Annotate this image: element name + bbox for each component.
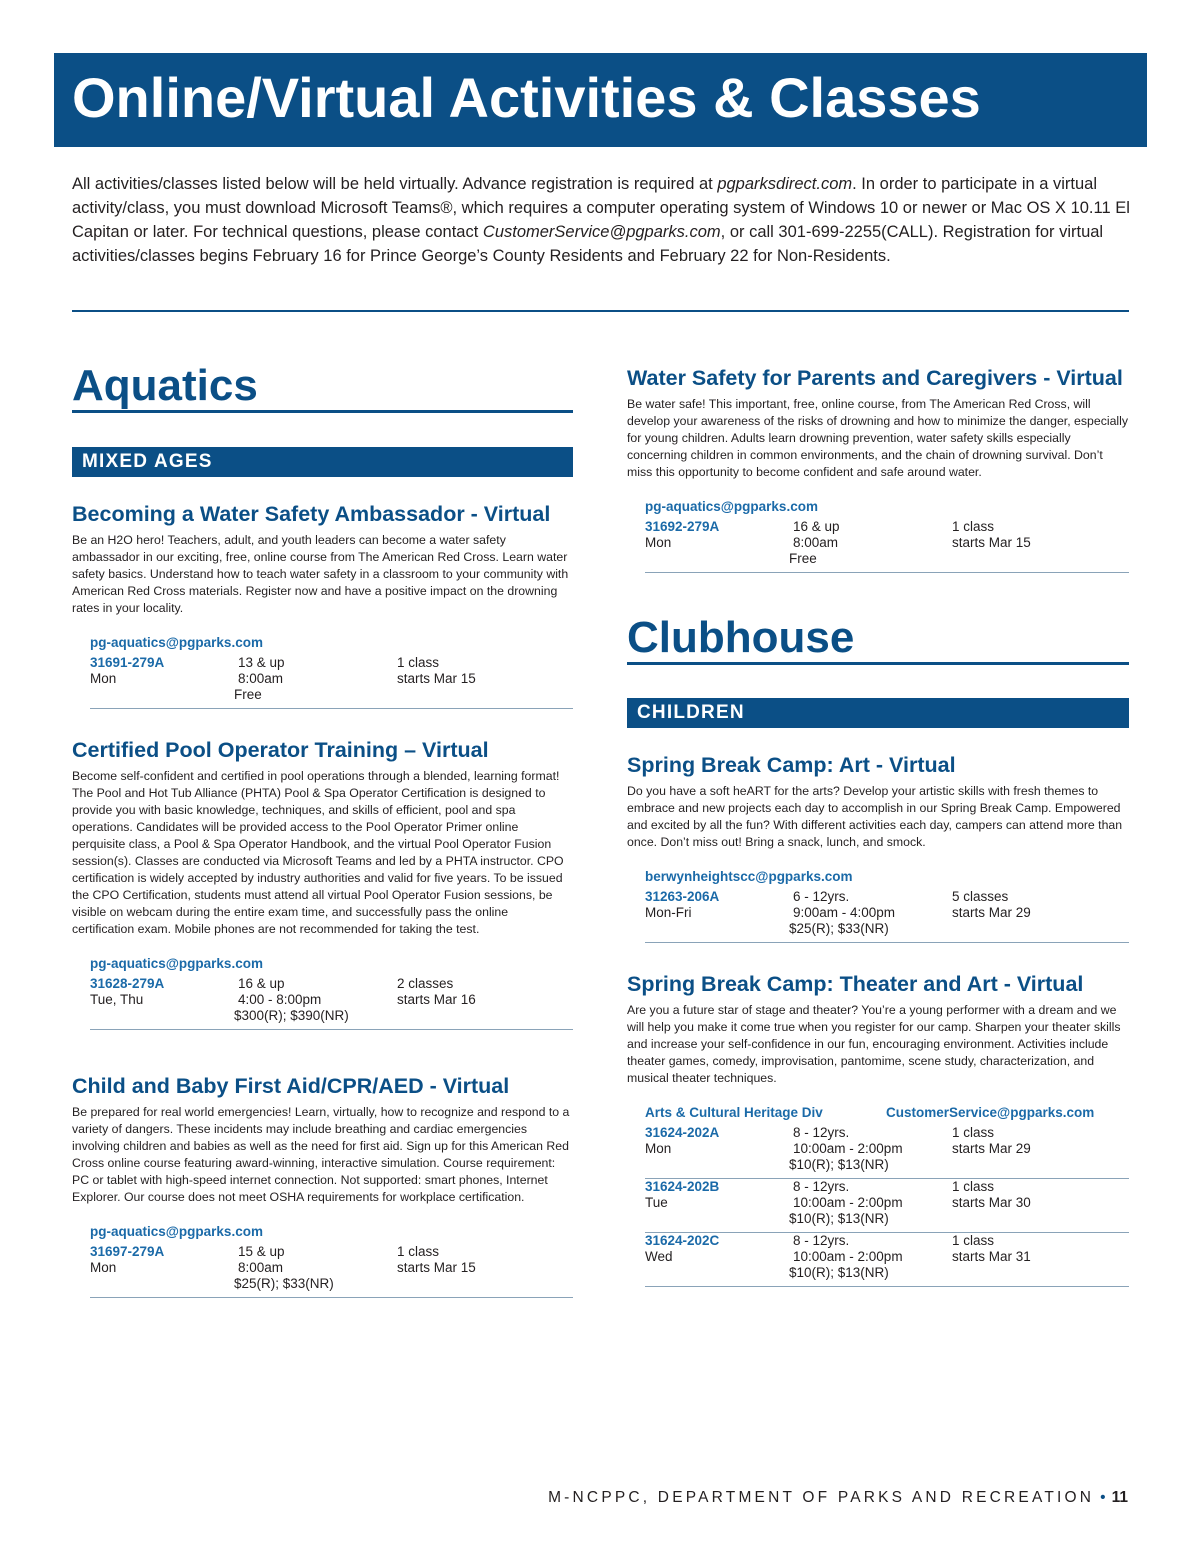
intro-text-3: , or call 301-699-2255(CALL). Registration for virtual activities/classes begins February 16 for Prince George’s County Residents and February 22 for Non-Residents.	[72, 223, 1104, 265]
age-range: 13 & up	[238, 655, 285, 670]
fee: $10(R); $13(NR)	[789, 1265, 889, 1280]
activity-code: 31692-279A	[645, 519, 720, 534]
contact-email[interactable]: pg-aquatics@pgparks.com	[90, 635, 263, 650]
class-count: 1 class	[397, 1244, 440, 1259]
activity-description: Be water safe! This important, free, online course, from The American Red Cross, will develop your awareness of the risks of drowning and how to minimize the danger, especially for young children. Adults learn drowning prevention, water safety skills especially concerning children in common environments, and the chain of drowning survival. Don’t miss this opportunity to become confident and safe around water.	[627, 397, 1129, 479]
page-number: 11	[1111, 1489, 1128, 1506]
meeting-day: Wed	[645, 1249, 673, 1264]
age-range: 6 - 12yrs.	[793, 889, 850, 904]
class-offering-row[interactable]	[90, 655, 573, 709]
intro-text-1: All activities/classes listed below will be held virtually. Advance registration is required at	[72, 175, 718, 193]
class-count: 5 classes	[952, 889, 1009, 904]
age-range: 16 & up	[793, 519, 840, 534]
activity-certified-pool-operator	[72, 737, 573, 1030]
age-range: 16 & up	[238, 976, 285, 991]
fee: $10(R); $13(NR)	[789, 1211, 889, 1226]
age-group-children: CHILDREN	[627, 698, 1129, 728]
start-date: starts Mar 31	[952, 1249, 1031, 1264]
meeting-day: Mon	[90, 671, 117, 686]
fee: Free	[234, 687, 262, 702]
activity-description: Do you have a soft heART for the arts? Develop your artistic skills with fresh themes to embrace and new projects each day to accomplish in our Spring Break Camp. Empowered and excited by all the fun? With different activities each day, campers can attend more than once. Don’t miss out! Bring a snack, lunch, and smock.	[627, 784, 1123, 849]
activity-spring-break-art	[627, 752, 1129, 943]
division-name: Arts & Cultural Heritage Div	[645, 1105, 823, 1120]
activity-title: Water Safety for Parents and Caregivers - Virtual	[627, 366, 1123, 390]
contact-email[interactable]: berwynheightscc@pgparks.com	[645, 869, 853, 884]
meeting-day: Tue, Thu	[90, 992, 144, 1007]
contact-email[interactable]: pg-aquatics@pgparks.com	[90, 1224, 263, 1239]
section-title-clubhouse: Clubhouse	[627, 614, 1129, 665]
contact-email[interactable]: CustomerService@pgparks.com	[886, 1105, 1095, 1120]
activity-title: Spring Break Camp: Theater and Art - Virtual	[627, 972, 1084, 996]
class-offering-row[interactable]	[645, 519, 1129, 573]
activity-description: Become self-confident and certified in pool operations through a blended, learning format! The Pool and Hot Tub Alliance (PHTA) Pool & Spa Operator Certification is designed to provide you with basic knowledge, techniques, and skills of efficient, pool and spa operations. Candidates will be provided access to the Pool Operator Primer online perquisite class, a Pool & Spa Operator Handbook, and the virtual Pool Operator Fusion session(s). Classes are conducted via Microsoft Teams and led by a PHTA instructor. CPO certification is widely accepted by industry authorities and valid for five years. To be issued the CPO Certification, students must attend all virtual Pool Operator Fusion sessions, be visible on webcam during the entire exam time, and successfully pass the online certification exam. Mobile phones are not recommended for taking the test.	[72, 769, 564, 936]
class-offering-row[interactable]	[90, 1244, 573, 1298]
age-range: 8 - 12yrs.	[793, 1233, 850, 1248]
class-count: 1 class	[952, 519, 995, 534]
fee: Free	[789, 551, 817, 566]
fee: $10(R); $13(NR)	[789, 1157, 889, 1172]
activity-code: 31628-279A	[90, 976, 165, 991]
class-offering-row[interactable]	[645, 1233, 1129, 1287]
meeting-time: 8:00am	[793, 535, 839, 550]
activity-code: 31697-279A	[90, 1244, 165, 1259]
activity-description: Are you a future star of stage and theater? You’re a young performer with a dream and we will help you make it come true when you register for our camp. Sharpen your theater skills and increase your self-confidence in our fun, encouraging environment. Activities include theater games, comedy, improvisation, pantomime, scene study, characterization, and musical theater techniques.	[627, 1003, 1121, 1085]
start-date: starts Mar 16	[397, 992, 476, 1007]
class-offering-row[interactable]	[645, 889, 1129, 943]
intro-text-2: . In order to participate in a virtual activity/class, you must download Microsoft Teams®, which requires a computer operating system of Windows 10 or newer or Mac OS X 10.11 El Capitan or later. For technical questions, please contact	[72, 175, 1130, 241]
activity-title: Certified Pool Operator Training – Virtual	[72, 738, 489, 762]
meeting-day: Tue	[645, 1195, 668, 1210]
meeting-time: 8:00am	[238, 1260, 284, 1275]
activity-water-safety-parents	[627, 365, 1129, 573]
activity-code: 31624-202A	[645, 1125, 720, 1140]
start-date: starts Mar 29	[952, 1141, 1031, 1156]
class-count: 1 class	[952, 1125, 995, 1140]
meeting-day: Mon	[645, 535, 672, 550]
intro-divider	[72, 310, 1129, 312]
class-count: 1 class	[952, 1179, 995, 1194]
age-range: 15 & up	[238, 1244, 285, 1259]
class-count: 1 class	[397, 655, 440, 670]
meeting-day: Mon-Fri	[645, 905, 692, 920]
activity-code: 31263-206A	[645, 889, 720, 904]
class-count: 1 class	[952, 1233, 995, 1248]
meeting-time: 8:00am	[238, 671, 284, 686]
meeting-day: Mon	[645, 1141, 672, 1156]
contact-email[interactable]: pg-aquatics@pgparks.com	[645, 499, 818, 514]
class-offering-row[interactable]	[645, 1125, 1129, 1179]
contact-division	[645, 1105, 1129, 1125]
activity-child-baby-first-aid	[72, 1073, 573, 1298]
fee: $25(R); $33(NR)	[234, 1276, 334, 1291]
class-count: 2 classes	[397, 976, 454, 991]
activity-code: 31624-202C	[645, 1233, 720, 1248]
support-email-link[interactable]: CustomerService@pgparks.com	[482, 223, 721, 241]
start-date: starts Mar 30	[952, 1195, 1031, 1210]
start-date: starts Mar 29	[952, 905, 1031, 920]
start-date: starts Mar 15	[397, 671, 476, 686]
activity-spring-break-theater-art	[627, 971, 1129, 1287]
activity-description: Be an H2O hero! Teachers, adult, and youth leaders can become a water safety ambassador in our exciting, free, online course from The American Red Cross. Learn water safety basics. Understand how to teach water safety in a classroom to your community with American Red Cross materials. Register now and have a positive impact on the drowning rates in your locality.	[72, 533, 569, 615]
activity-title: Becoming a Water Safety Ambassador - Virtual	[72, 502, 551, 526]
activity-code: 31691-279A	[90, 655, 165, 670]
age-range: 8 - 12yrs.	[793, 1125, 850, 1140]
activity-title: Child and Baby First Aid/CPR/AED - Virtual	[72, 1074, 510, 1098]
start-date: starts Mar 15	[952, 535, 1031, 550]
activity-code: 31624-202B	[645, 1179, 720, 1194]
meeting-time: 9:00am - 4:00pm	[793, 905, 896, 920]
meeting-time: 10:00am - 2:00pm	[793, 1249, 903, 1264]
registration-link[interactable]: pgparksdirect.com	[717, 175, 853, 193]
age-group-mixed-ages: MIXED AGES	[72, 447, 573, 477]
activity-water-safety-ambassador	[72, 501, 573, 709]
page-footer	[548, 1489, 1128, 1507]
meeting-time: 10:00am - 2:00pm	[793, 1195, 903, 1210]
footer-organization: M-NCPPC, DEPARTMENT OF PARKS AND RECREATION	[548, 1489, 1095, 1506]
start-date: starts Mar 15	[397, 1260, 476, 1275]
intro-paragraph	[72, 172, 1132, 268]
page-title: Online/Virtual Activities & Classes	[72, 66, 981, 129]
class-offering-row[interactable]	[645, 1179, 1129, 1233]
age-range: 8 - 12yrs.	[793, 1179, 850, 1194]
class-offering-row[interactable]	[90, 976, 573, 1030]
contact-email[interactable]: pg-aquatics@pgparks.com	[90, 956, 263, 971]
meeting-time: 4:00 - 8:00pm	[238, 992, 322, 1007]
fee: $25(R); $33(NR)	[789, 921, 889, 936]
meeting-time: 10:00am - 2:00pm	[793, 1141, 903, 1156]
activity-title: Spring Break Camp: Art - Virtual	[627, 753, 956, 777]
bullet-icon: •	[1100, 1489, 1106, 1506]
activity-description: Be prepared for real world emergencies! Learn, virtually, how to recognize and respond to a variety of dangers. These incidents may include breathing and cardiac emergencies involving children and babies as well as the need for first aid. Sign up for this American Red Cross online course featuring award-winning, interactive simulation. Course requirement: PC or tablet with high-speed internet connection. Not supported: smart phones, Internet Explorer. Our course does not meet OSHA requirements for workplace certification.	[72, 1105, 570, 1204]
section-title-aquatics: Aquatics	[72, 362, 573, 413]
meeting-day: Mon	[90, 1260, 117, 1275]
fee: $300(R); $390(NR)	[234, 1008, 349, 1023]
page-banner	[54, 53, 1147, 147]
